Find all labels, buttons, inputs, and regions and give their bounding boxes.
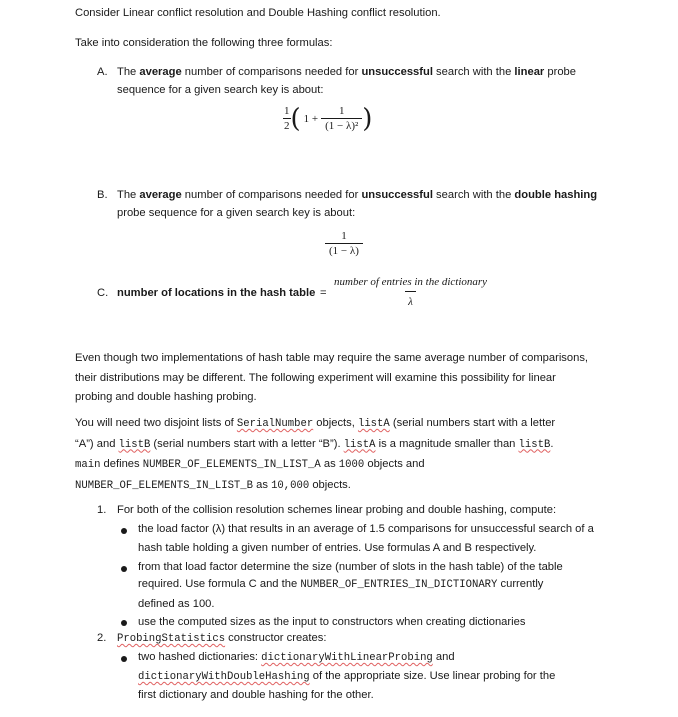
half-fraction [283,105,291,132]
b-numerator: 1 [341,230,347,242]
text: required. Use formula C and the [138,578,301,590]
code-val-a: 1000 [338,459,365,471]
bullet-icon [121,566,127,572]
text: objects and [364,458,425,470]
text: of the appropriate size. Use linear probing for the [309,670,556,682]
step-1-bullet-1-l1: the load factor (λ) that results in an average of 1.5 comparisons for unsuccessful search of a [138,523,594,535]
bullet-icon [121,656,127,662]
formula-b-line2: probe sequence for a given search key is about: [117,207,356,219]
b-denominator: (1 − λ) [325,243,363,257]
code-lista: listA [357,418,390,430]
step-2-bullet-1-l3: first dictionary and double hashing for the other. [138,689,374,701]
step-1-bullet-3: use the computed sizes as the input to constructors when creating dictionaries [138,616,526,628]
formula-a-marker: A. [97,66,108,78]
bullet-icon [121,528,127,534]
code-listb: listB [518,438,551,451]
text: “A”) and [75,437,119,450]
step-2-bullet-1-l1 [138,651,455,664]
code-entries-const: NUMBER_OF_ENTRIES_IN_DICTIONARY [300,579,498,591]
code-dict-double: dictionaryWithDoubleHashing [138,671,310,683]
text: You will need two disjoint lists of [75,417,237,429]
formula-c-marker: C. [97,287,109,299]
bullet-icon [121,620,127,626]
intro-line: Consider Linear conflict resolution and Double Hashing conflict resolution. [75,7,441,19]
inner-fraction [321,105,362,132]
step-1-marker: 1. [97,504,107,516]
text: probe [544,66,577,78]
b-fraction [325,230,363,257]
formula-a-equation [283,105,372,132]
code-dict-linear: dictionaryWithLinearProbing [261,652,433,664]
bold-average: average [139,66,182,78]
formula-b-line1 [117,189,597,201]
text: currently [497,578,544,590]
right-paren: ) [362,103,373,134]
step-1-bullet-2-l1: from that load factor determine the size (number of slots in the hash table) of the table [138,561,563,573]
text: constructor creates: [225,632,327,644]
text: number of comparisons needed for [181,189,362,201]
formula-b-equation [325,230,363,257]
text: . [550,437,554,450]
left-paren: ( [290,103,301,134]
bold-linear: linear [514,66,545,78]
step-1-bullet-2-l2 [138,578,543,591]
code-val-b: 10,000 [271,479,310,492]
text: defines [100,458,143,470]
line: Even though two implementations of hash table may require the same average number of comparisons, [75,352,589,364]
step-1-bullet-2-l3: defined as 100. [138,598,215,610]
text: as [253,478,272,491]
text: two hashed dictionaries: [138,651,262,663]
text: The [117,66,140,78]
text: search with the [432,66,515,78]
formula-c-label: number of locations in the hash table [117,287,316,299]
text: (serial numbers start with a letter [389,417,556,429]
bold-average: average [139,189,182,201]
code-main: main [75,459,101,471]
formula-b-marker: B. [97,189,108,201]
c-numerator: number of entries in the dictionary [334,276,488,288]
c-denominator: λ [405,291,416,308]
bold-unsuccessful: unsuccessful [361,66,433,78]
line: their distributions may be different. The following experiment will examine this possibility for linear [75,371,556,384]
paragraph-lists [75,414,655,496]
step-2-bullet-1-l2 [138,670,555,683]
formula-c-equals: = [320,287,327,299]
text: number of comparisons needed for [181,66,362,78]
code-probingstatistics: ProbingStatistics [117,633,226,645]
text: and [432,651,455,663]
formula-a-line1 [117,66,576,78]
code-const-b: NUMBER_OF_ELEMENTS_IN_LIST_B [75,479,254,492]
take-line: Take into consideration the following three formulas: [75,37,333,49]
step-2-text [117,632,326,645]
line: probing and double hashing probing. [75,391,257,403]
formula-a-line2: sequence for a given search key is about: [117,84,324,96]
text: is a magnitude smaller than [375,437,519,450]
half-denominator: 2 [284,120,290,132]
text: The [117,189,140,201]
inner-numerator: 1 [338,105,345,117]
code-const-a: NUMBER_OF_ELEMENTS_IN_LIST_A [142,459,321,471]
line [75,455,655,476]
code-serialnumber: SerialNumber [236,418,314,430]
bold-double-hashing: double hashing [514,189,598,201]
text: objects. [309,478,351,491]
text: search with the [432,189,515,201]
step-1-bullet-1-l2: hash table holding a given number of entries. Use formulas A and B respectively. [138,542,537,554]
code-lista: listA [343,438,376,451]
code-listb: listB [118,438,151,451]
formula-c-fraction [331,276,490,308]
bold-unsuccessful: unsuccessful [361,189,433,201]
one-plus: 1 + [303,112,319,125]
line [75,476,655,497]
step-1-text: For both of the collision resolution schemes linear probing and double hashing, compute: [117,504,557,516]
step-2-marker: 2. [97,632,107,644]
text: objects, [313,417,358,429]
paragraph-distributions [75,349,635,408]
text: (serial numbers start with a letter “B”). [150,437,344,450]
line [75,435,655,456]
inner-denominator: (1 − λ)² [321,118,362,132]
half-numerator: 1 [284,105,290,117]
text: as [320,458,339,470]
line [75,414,655,435]
